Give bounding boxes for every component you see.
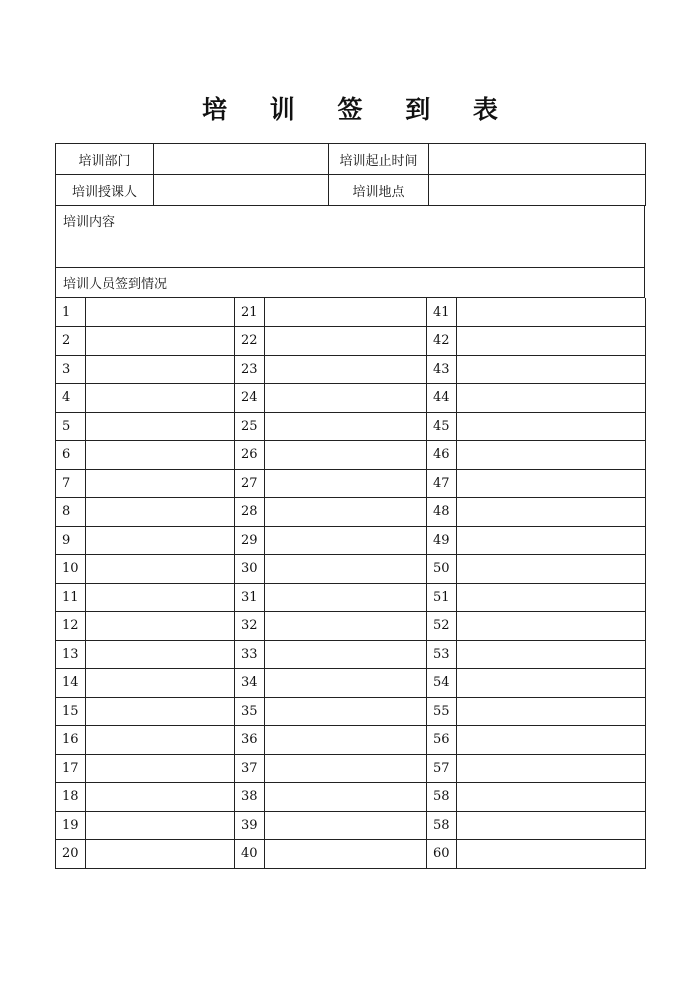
sign-in-sheet <box>55 143 645 869</box>
signature-field[interactable] <box>265 441 427 470</box>
signature-field[interactable] <box>457 384 646 413</box>
row-number: 54 <box>427 669 457 698</box>
signature-field[interactable] <box>86 355 235 384</box>
row-number: 16 <box>56 726 86 755</box>
signature-field[interactable] <box>457 412 646 441</box>
signature-field[interactable] <box>457 469 646 498</box>
row-number: 4 <box>56 384 86 413</box>
signature-field[interactable] <box>457 669 646 698</box>
signature-field[interactable] <box>86 583 235 612</box>
signature-field[interactable] <box>86 726 235 755</box>
signature-field[interactable] <box>457 355 646 384</box>
row-number: 43 <box>427 355 457 384</box>
signature-field[interactable] <box>265 783 427 812</box>
row-number: 36 <box>235 726 265 755</box>
signature-field[interactable] <box>86 526 235 555</box>
row-number: 9 <box>56 526 86 555</box>
signature-field[interactable] <box>86 469 235 498</box>
table-row <box>56 669 646 698</box>
table-row <box>56 783 646 812</box>
table-row <box>56 583 646 612</box>
table-row <box>56 355 646 384</box>
signature-field[interactable] <box>457 754 646 783</box>
signature-field[interactable] <box>86 640 235 669</box>
signature-field[interactable] <box>86 555 235 584</box>
signature-field[interactable] <box>457 498 646 527</box>
signature-field[interactable] <box>265 726 427 755</box>
signature-field[interactable] <box>265 498 427 527</box>
row-number: 39 <box>235 811 265 840</box>
table-row <box>56 526 646 555</box>
row-number: 21 <box>235 298 265 327</box>
signature-field[interactable] <box>86 669 235 698</box>
row-number: 52 <box>427 612 457 641</box>
table-row <box>56 384 646 413</box>
signature-field[interactable] <box>457 526 646 555</box>
signature-field[interactable] <box>265 640 427 669</box>
signature-field[interactable] <box>86 840 235 869</box>
row-number: 23 <box>235 355 265 384</box>
row-number: 2 <box>56 327 86 356</box>
table-row <box>56 640 646 669</box>
row-number: 3 <box>56 355 86 384</box>
signature-field[interactable] <box>265 355 427 384</box>
signature-field[interactable] <box>265 811 427 840</box>
signature-field[interactable] <box>457 583 646 612</box>
row-number: 10 <box>56 555 86 584</box>
row-number: 5 <box>56 412 86 441</box>
row-number: 57 <box>427 754 457 783</box>
signature-field[interactable] <box>86 298 235 327</box>
row-number: 45 <box>427 412 457 441</box>
table-row <box>56 469 646 498</box>
content-label: 培训内容 <box>63 215 116 230</box>
row-number: 27 <box>235 469 265 498</box>
signature-field[interactable] <box>457 612 646 641</box>
table-row <box>56 811 646 840</box>
signature-field[interactable] <box>265 583 427 612</box>
signature-field[interactable] <box>86 783 235 812</box>
row-number: 25 <box>235 412 265 441</box>
signature-field[interactable] <box>265 612 427 641</box>
signature-field[interactable] <box>86 412 235 441</box>
signature-field[interactable] <box>457 840 646 869</box>
row-number: 35 <box>235 697 265 726</box>
trainer-label: 培训授课人 <box>56 175 154 206</box>
row-number: 13 <box>56 640 86 669</box>
signature-field[interactable] <box>265 754 427 783</box>
signature-field[interactable] <box>457 298 646 327</box>
row-number: 60 <box>427 840 457 869</box>
dept-label: 培训部门 <box>56 144 154 175</box>
signature-field[interactable] <box>457 811 646 840</box>
row-number: 1 <box>56 298 86 327</box>
table-row <box>56 697 646 726</box>
signature-field[interactable] <box>457 555 646 584</box>
signature-field[interactable] <box>457 783 646 812</box>
row-number: 46 <box>427 441 457 470</box>
signature-field[interactable] <box>265 555 427 584</box>
row-number: 6 <box>56 441 86 470</box>
signature-field[interactable] <box>457 441 646 470</box>
table-row <box>56 754 646 783</box>
time-label: 培训起止时间 <box>329 144 429 175</box>
signature-field[interactable] <box>457 697 646 726</box>
signin-grid <box>55 298 646 869</box>
row-number: 26 <box>235 441 265 470</box>
row-number: 42 <box>427 327 457 356</box>
row-number: 56 <box>427 726 457 755</box>
row-number: 40 <box>235 840 265 869</box>
signature-field[interactable] <box>86 754 235 783</box>
signature-field[interactable] <box>265 384 427 413</box>
row-number: 33 <box>235 640 265 669</box>
row-number: 17 <box>56 754 86 783</box>
row-number: 28 <box>235 498 265 527</box>
table-row <box>56 441 646 470</box>
row-number: 48 <box>427 498 457 527</box>
signature-field[interactable] <box>457 327 646 356</box>
trainer-field[interactable] <box>154 175 329 206</box>
location-label: 培训地点 <box>329 175 429 206</box>
signature-field[interactable] <box>265 327 427 356</box>
signin-header <box>55 268 645 298</box>
row-number: 14 <box>56 669 86 698</box>
row-number: 22 <box>235 327 265 356</box>
row-number: 53 <box>427 640 457 669</box>
row-number: 58 <box>427 811 457 840</box>
signature-field[interactable] <box>86 612 235 641</box>
signature-field[interactable] <box>265 526 427 555</box>
content-section[interactable] <box>55 206 645 268</box>
signature-field[interactable] <box>86 327 235 356</box>
signature-field[interactable] <box>265 298 427 327</box>
row-number: 20 <box>56 840 86 869</box>
table-row <box>56 612 646 641</box>
row-number: 34 <box>235 669 265 698</box>
row-number: 49 <box>427 526 457 555</box>
table-row <box>56 726 646 755</box>
signature-field[interactable] <box>265 669 427 698</box>
table-row <box>56 412 646 441</box>
signature-field[interactable] <box>265 469 427 498</box>
table-row <box>56 298 646 327</box>
signature-field[interactable] <box>457 726 646 755</box>
info-table <box>55 143 646 206</box>
signin-label: 培训人员签到情况 <box>63 277 168 292</box>
signature-field[interactable] <box>86 498 235 527</box>
row-number: 37 <box>235 754 265 783</box>
row-number: 47 <box>427 469 457 498</box>
row-number: 11 <box>56 583 86 612</box>
row-number: 31 <box>235 583 265 612</box>
signature-field[interactable] <box>86 384 235 413</box>
row-number: 44 <box>427 384 457 413</box>
signature-field[interactable] <box>265 412 427 441</box>
signature-field[interactable] <box>86 441 235 470</box>
table-row <box>56 840 646 869</box>
row-number: 15 <box>56 697 86 726</box>
row-number: 8 <box>56 498 86 527</box>
signature-field[interactable] <box>265 840 427 869</box>
signature-field[interactable] <box>265 697 427 726</box>
row-number: 29 <box>235 526 265 555</box>
row-number: 7 <box>56 469 86 498</box>
signature-field[interactable] <box>457 640 646 669</box>
row-number: 38 <box>235 783 265 812</box>
form-title: 培 训 签 到 表 <box>202 95 515 124</box>
table-row <box>56 498 646 527</box>
row-number: 58 <box>427 783 457 812</box>
row-number: 50 <box>427 555 457 584</box>
row-number: 51 <box>427 583 457 612</box>
row-number: 55 <box>427 697 457 726</box>
location-field[interactable] <box>429 175 646 206</box>
table-row <box>56 555 646 584</box>
signature-field[interactable] <box>86 811 235 840</box>
row-number: 41 <box>427 298 457 327</box>
row-number: 19 <box>56 811 86 840</box>
row-number: 12 <box>56 612 86 641</box>
row-number: 32 <box>235 612 265 641</box>
time-field[interactable] <box>429 144 646 175</box>
dept-field[interactable] <box>154 144 329 175</box>
table-row <box>56 327 646 356</box>
row-number: 18 <box>56 783 86 812</box>
row-number: 30 <box>235 555 265 584</box>
row-number: 24 <box>235 384 265 413</box>
signature-field[interactable] <box>86 697 235 726</box>
